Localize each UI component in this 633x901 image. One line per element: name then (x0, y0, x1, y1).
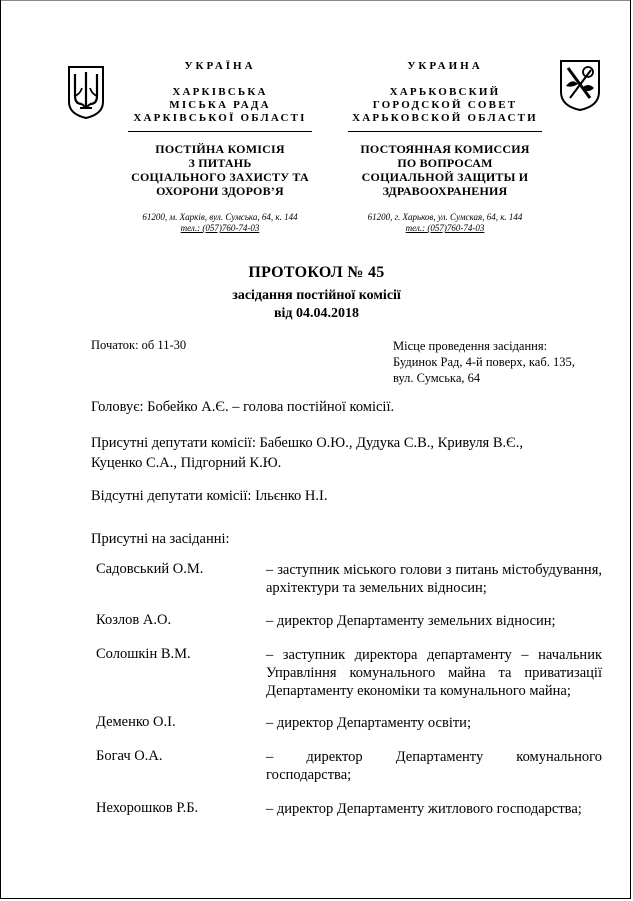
header-divider (128, 131, 312, 132)
council-line: ХАРКІВСЬКА (172, 86, 268, 98)
present-members-line: Куценко С.А., Підгорний К.Ю. (91, 455, 282, 471)
address-block (340, 212, 550, 234)
header-divider (348, 131, 542, 132)
address: 61200, г. Харьков, ул. Сумская, 64, к. 144 (367, 212, 523, 222)
attendee-role: – директор Департаменту земельних відносин; (266, 613, 556, 629)
attendee-role: – директор Департаменту комунального господарства; (266, 749, 602, 783)
protocol-date: від 04.04.2018 (273, 306, 360, 321)
attendee-name: Садовський О.М. (96, 561, 204, 577)
attendee-role: – заступник директора департаменту – начальник Управління комунального майна та приватизації Департаменту економіки та комунального майна; (266, 647, 602, 699)
commission-line: ЗДРАВООХРАНЕНИЯ (382, 184, 508, 198)
chair-line: Головує: Бобейко А.Є. – голова постійної комісії. (91, 399, 395, 415)
place-line: Місце проведення засідання: (393, 339, 548, 353)
commission-line: СОЦІАЛЬНОГО ЗАХИСТУ ТА (131, 170, 309, 184)
commission-line: ОХОРОНИ ЗДОРОВ’Я (156, 184, 284, 198)
phone: тел.: (057)760-74-03 (180, 223, 260, 233)
commission-line: ПОСТОЯННАЯ КОМИССИЯ (360, 142, 530, 156)
council-name (120, 86, 320, 125)
phone: тел.: (057)760-74-03 (405, 223, 485, 233)
commission-line: СОЦИАЛЬНОЙ ЗАЩИТЫ И (361, 170, 529, 184)
start-time: Початок: об 11-30 (91, 338, 187, 352)
header-russian (340, 60, 550, 234)
kharkiv-coat-of-arms-icon (558, 58, 602, 112)
protocol-subtitle: засідання постійної комісії (232, 288, 401, 303)
council-line: ГОРОДСКОЙ СОВЕТ (372, 99, 518, 111)
country-name: УКРАИНА (407, 60, 483, 72)
commission-line: ПО ВОПРОСАМ (397, 156, 493, 170)
commission-line: З ПИТАНЬ (188, 156, 252, 170)
council-line: ХАРКІВСЬКОЇ ОБЛАСТІ (133, 112, 307, 124)
commission-line: ПОСТІЙНА КОМІСІЯ (155, 142, 285, 156)
attendee-name: Солошкін В.М. (96, 646, 191, 662)
council-name (340, 86, 550, 125)
attendee-name: Нехорошков Р.Б. (96, 800, 199, 816)
council-line: ХАРЬКОВСКОЙ ОБЛАСТИ (352, 112, 538, 124)
attendee-name: Богач О.А. (96, 748, 163, 764)
absent-members: Відсутні депутати комісії: Ільєнко Н.І. (91, 488, 328, 504)
trident-emblem-icon (66, 64, 106, 120)
place-line: Будинок Рад, 4-й поверх, каб. 135, (393, 355, 575, 369)
address-block (120, 212, 320, 234)
commission-name (340, 142, 550, 198)
attendee-name: Козлов А.О. (96, 612, 172, 628)
present-members-line: Присутні депутати комісії: Бабешко О.Ю., Дудука С.В., Кривуля В.Є., (91, 435, 523, 451)
place-line: вул. Сумська, 64 (393, 371, 481, 385)
address: 61200, м. Харків, вул. Сумська, 64, к. 144 (142, 212, 298, 222)
protocol-number: ПРОТОКОЛ № 45 (248, 264, 385, 281)
present-members (91, 433, 523, 473)
council-line: ХАРЬКОВСКИЙ (389, 86, 501, 98)
document-title (0, 264, 633, 322)
present-heading: Присутні на засіданні: (91, 531, 230, 547)
commission-name (120, 142, 320, 198)
meeting-place (393, 338, 575, 386)
council-line: МІСЬКА РАДА (169, 99, 271, 111)
attendee-role: – заступник міського голови з питань містобудування, архітектури та земельних відносин; (266, 562, 602, 596)
attendee-name: Деменко О.І. (96, 714, 176, 730)
header-ukrainian (120, 60, 320, 234)
country-name: УКРАЇНА (184, 60, 256, 72)
attendee-role: – директор Департаменту житлового господарства; (266, 801, 582, 817)
attendee-role: – директор Департаменту освіти; (266, 715, 471, 731)
